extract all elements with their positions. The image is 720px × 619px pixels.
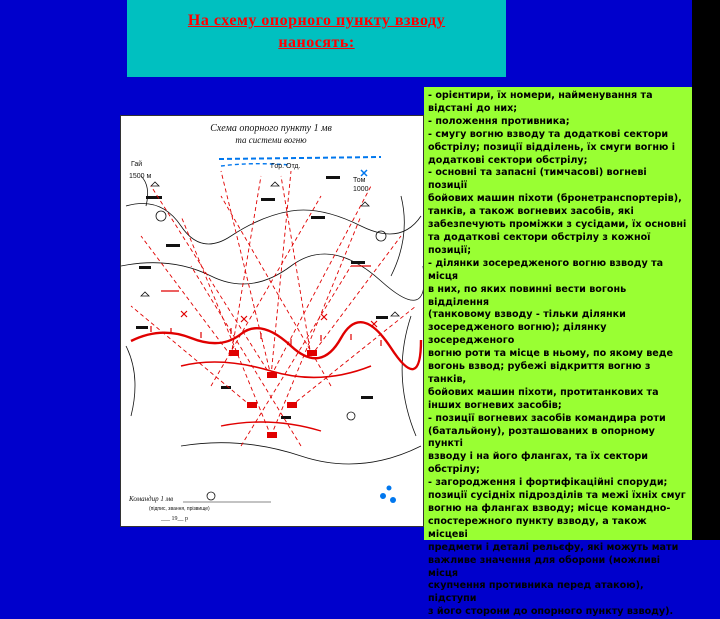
requirements-line: (танковому взводу - тільки ділянки xyxy=(428,309,626,321)
map-signature-label: Командир 1 мв xyxy=(129,495,174,503)
requirements-line: - смугу вогню взводу та додаткові сектори xyxy=(428,128,669,140)
requirements-line: в них, по яких повинні вести вогонь відділення xyxy=(428,283,627,308)
label-tom: Том xyxy=(353,177,366,184)
label-distance: 1500 м xyxy=(129,173,152,180)
requirements-line: предмети і деталі рельєфу, які можуть мати xyxy=(428,541,679,553)
map-small-labels xyxy=(136,176,388,419)
requirements-line: - основні та запасні (тимчасові) вогневі позиції xyxy=(428,167,647,192)
requirements-line: бойових машин піхоти, протитанкових та xyxy=(428,386,659,398)
slide-title-line1: На схему опорного пункту взводу xyxy=(187,12,446,29)
obstacle-marks xyxy=(161,266,377,327)
label-tom-distance: 1000 xyxy=(353,186,369,193)
enemy-position-line xyxy=(219,157,381,159)
map-drawing xyxy=(121,116,423,526)
requirements-line: обстрілу; xyxy=(428,464,480,476)
map-date: ___ 19__ р xyxy=(161,516,188,522)
requirements-line: вогню на флангах взводу; місце командно- xyxy=(428,503,671,514)
requirements-line: - позиції вогневих засобів командира роти xyxy=(428,412,666,424)
requirements-line: зосередженого вогню); ділянку зосередженого xyxy=(428,322,607,347)
requirements-line: та додаткові сектори обстрілу з кожної позиції; xyxy=(428,231,651,256)
left-blue-strip xyxy=(0,0,124,540)
trench-line-3 xyxy=(221,422,321,431)
slide-title-line2: наносять: xyxy=(278,34,355,51)
requirements-line: позиції сусідніх підрозділів та межі їхніх смуг xyxy=(428,490,686,502)
right-black-strip xyxy=(692,0,720,540)
trench-line xyxy=(131,322,421,369)
terrain-lines xyxy=(121,176,423,500)
requirements-line: (батальйону), розташованих в опорному пункті xyxy=(428,425,655,450)
slide-title-box xyxy=(127,0,506,77)
enemy-mark xyxy=(361,170,367,176)
unit-positions xyxy=(229,350,317,438)
requirements-line: вогню роти та місце в ньому, по якому веде xyxy=(428,348,674,360)
fire-sector-lines xyxy=(131,171,416,446)
requirements-line: взводу і на його флангах, та їх сектори xyxy=(428,451,648,463)
map-title-line2: та системи вогню xyxy=(235,135,307,145)
requirements-line: забезпечують проміжки з сусідами, їх основні xyxy=(428,219,687,231)
requirements-line: - орієнтири, їх номери, найменування та xyxy=(428,90,653,101)
requirements-line: з його сторони до опорного пункту взводу). xyxy=(428,606,674,618)
requirements-text-panel xyxy=(424,87,692,618)
requirements-line: скупчення противника перед атакою), підступи xyxy=(428,580,644,605)
requirements-line: - загородження і фортифікаційні споруди; xyxy=(428,477,668,489)
requirements-line: обстрілу; позиції відділень, їх смуги вогню і xyxy=(428,141,675,153)
requirements-line: бойових машин піхоти (бронетранспортерів), xyxy=(428,193,682,205)
requirements-line: - положення противника; xyxy=(428,115,570,127)
requirements-line: спостережного пункту взводу, а також місцеві xyxy=(428,515,647,540)
platoon-strongpoint-map xyxy=(120,115,424,527)
requirements-line: додаткові сектори обстрілу; xyxy=(428,154,588,166)
requirements-line: танків, а також вогневих засобів, які xyxy=(428,206,634,218)
requirements-line: важливе значення для оборони (можливі місця xyxy=(428,554,661,579)
requirements-line: вогонь взвод; рубежі відкриття вогню з танків, xyxy=(428,361,651,385)
requirements-line: відстані до них; xyxy=(428,102,518,114)
label-gai: Гай xyxy=(131,161,143,168)
requirements-line: інших вогневих засобів; xyxy=(428,399,562,411)
map-signature-sub: (підпис, звання, прізвище) xyxy=(149,506,210,512)
blue-star-marks xyxy=(380,486,396,504)
label-hill: Гор. Отд. xyxy=(271,163,301,170)
requirements-line: - ділянки зосередженого вогню взводу та місця xyxy=(428,257,664,282)
map-title-line1: Схема опорного пункту 1 мв xyxy=(210,123,332,134)
